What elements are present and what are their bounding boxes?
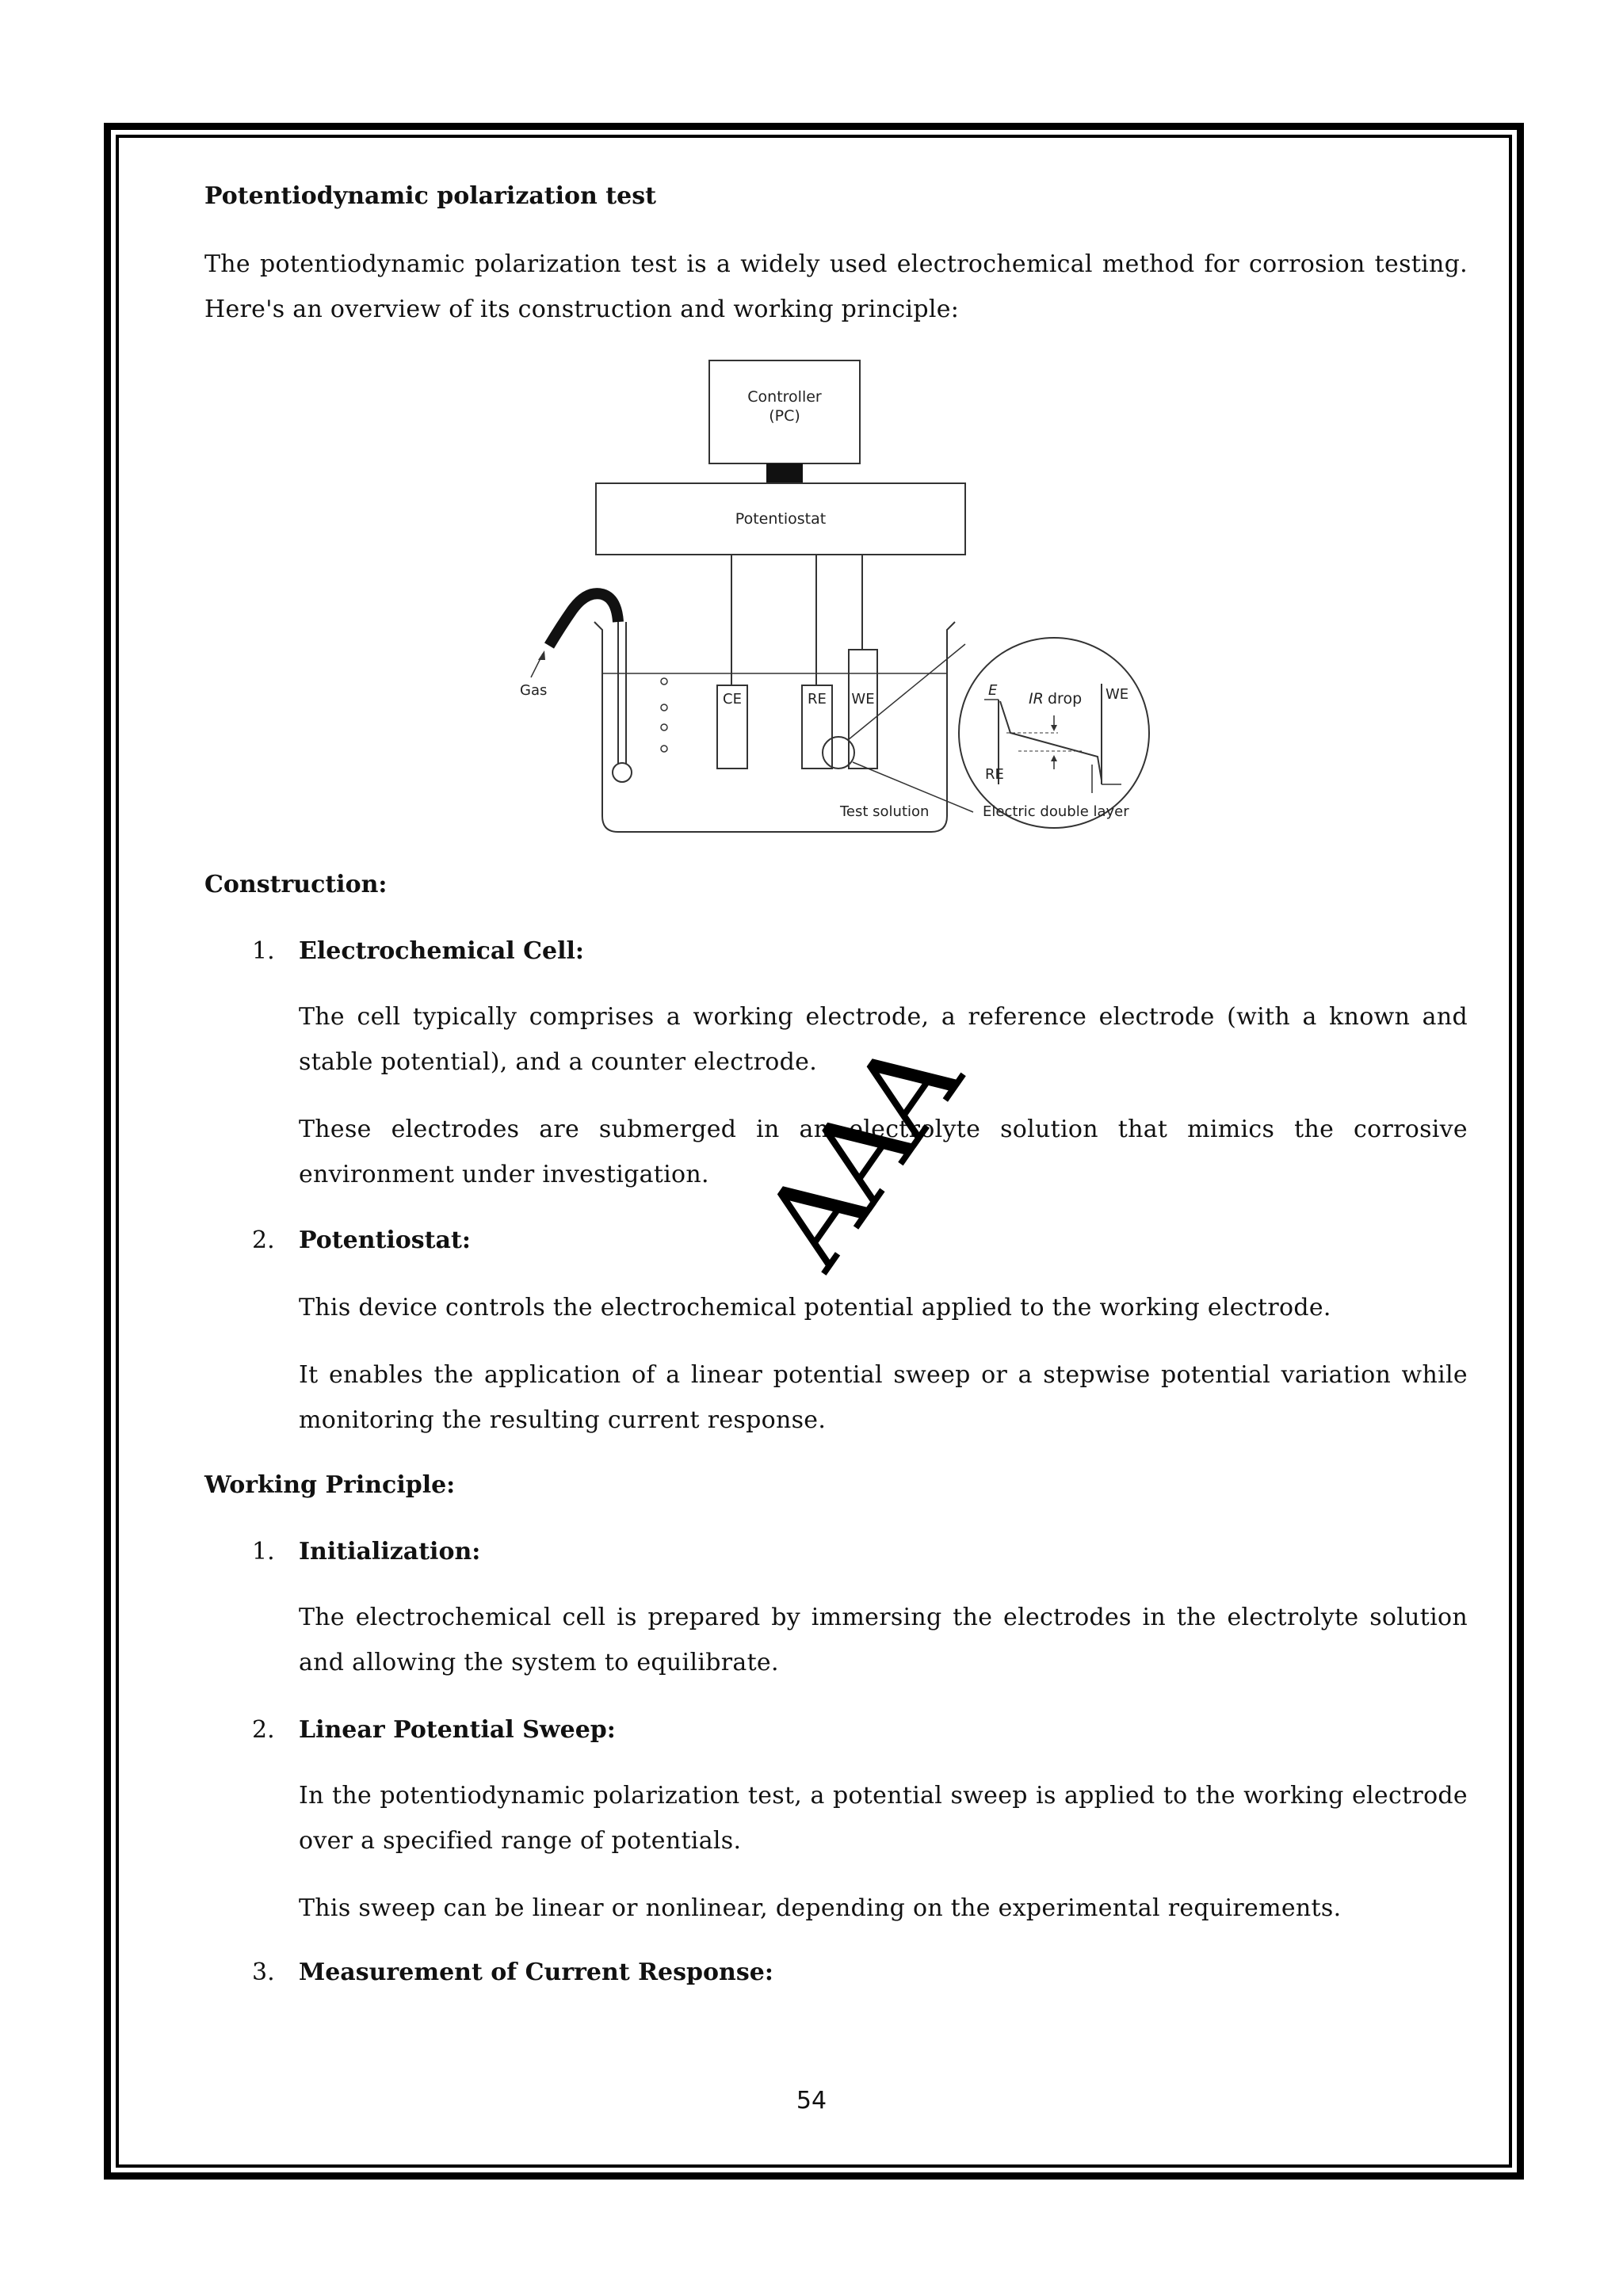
- page-number: 54: [796, 2087, 827, 2115]
- construction-item-2-para-2: It enables the application of a linear potential sweep or a stepwise potential variation while monitoring the resulting current response.: [299, 1361, 1468, 1434]
- inset-ir-label: drop: [1048, 690, 1083, 707]
- controller-sub-label: (PC): [769, 407, 800, 425]
- page-title: Potentiodynamic polarization test: [204, 182, 656, 210]
- working-item-2-para-1: In the potentiodynamic polarization test, a potential sweep is applied to the working electrode over a specified range of potentials.: [299, 1782, 1468, 1855]
- construction-item-2-number: 2.: [252, 1226, 275, 1254]
- working-item-2-number: 2.: [252, 1716, 275, 1744]
- beaker: [594, 622, 955, 832]
- controller-connector: [766, 463, 803, 483]
- potentiostat-label: Potentiostat: [735, 510, 827, 528]
- construction-item-2-para-1: This device controls the electrochemical potential applied to the working electrode.: [299, 1294, 1331, 1322]
- test-solution-label: Test solution: [840, 803, 930, 820]
- working-item-1-title: Initialization:: [299, 1538, 481, 1566]
- construction-item-1-para-2: These electrodes are submerged in an electrolyte solution that mimics the corrosive environment under investigation.: [299, 1116, 1468, 1188]
- construction-item-1-title: Electrochemical Cell:: [299, 937, 584, 965]
- watermark: AAA: [737, 1020, 984, 1291]
- working-item-3-title: Measurement of Current Response:: [299, 1958, 773, 1986]
- controller-label: Controller: [747, 388, 822, 406]
- construction-item-1-para-1: The cell typically comprises a working electrode, a reference electrode (with a known and stable potential), and a counter electrode.: [299, 1003, 1468, 1076]
- ce-label: CE: [723, 691, 742, 707]
- working-item-2-para-2: This sweep can be linear or nonlinear, depending on the experimental requirements.: [299, 1894, 1342, 1922]
- gas-tube: [549, 593, 618, 646]
- working-principle-heading: Working Principle:: [204, 1471, 456, 1499]
- inset-e-label: E: [988, 682, 998, 699]
- re-label: RE: [808, 691, 827, 707]
- gas-label: Gas: [520, 682, 548, 699]
- working-electrode: [849, 650, 877, 769]
- working-item-2-title: Linear Potential Sweep:: [299, 1716, 616, 1744]
- electric-double-layer-label: Electric double layer: [983, 803, 1129, 820]
- inset-ir-label-italic: IR: [1029, 690, 1044, 707]
- we-label: WE: [851, 691, 875, 707]
- inset-we-label: WE: [1106, 686, 1129, 703]
- working-item-1-number: 1.: [252, 1538, 275, 1566]
- construction-item-2-title: Potentiostat:: [299, 1226, 471, 1254]
- intro-paragraph: The potentiodynamic polarization test is a widely used electrochemical method for corrosion testing. Here's an overview of its construction and working principle:: [204, 250, 1468, 323]
- working-item-1-para-1: The electrochemical cell is prepared by immersing the electrodes in the electrolyte solution and allowing the system to equilibrate.: [299, 1604, 1468, 1676]
- potentiodynamic-setup-diagram: [499, 353, 1157, 844]
- construction-heading: Construction:: [204, 871, 388, 898]
- inset-re-label: RE: [985, 766, 1004, 783]
- construction-item-1-number: 1.: [252, 937, 275, 965]
- working-item-3-number: 3.: [252, 1958, 275, 1986]
